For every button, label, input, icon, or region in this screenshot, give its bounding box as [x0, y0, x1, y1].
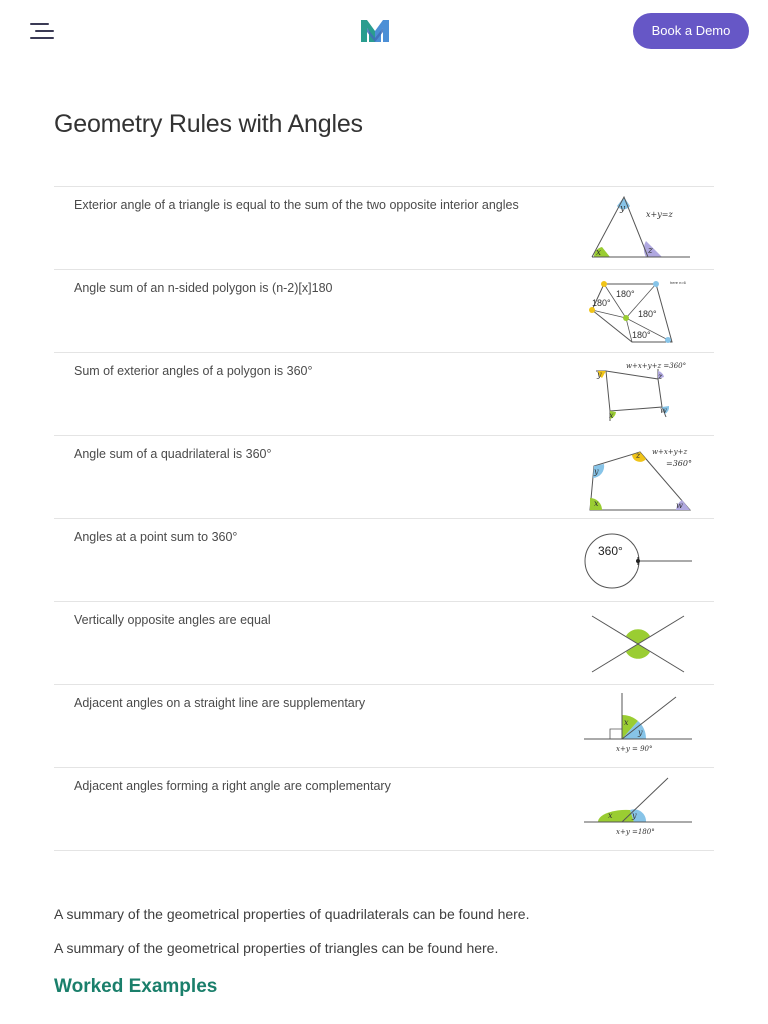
rule-text: Vertically opposite angles are equal: [74, 613, 271, 627]
table-row: [54, 187, 714, 270]
quadrilateral-angle-sum-diagram: [582, 438, 698, 516]
rule-text: Angles at a point sum to 360°: [74, 530, 238, 544]
angle-label: 360°: [598, 544, 623, 558]
table-row: [54, 602, 714, 685]
polygon-angle-sum-diagram: [582, 272, 698, 350]
hamburger-menu-icon[interactable]: [26, 16, 60, 48]
page-title: Geometry Rules with Angles: [54, 110, 363, 138]
site-header: [0, 0, 768, 62]
table-row: [54, 353, 714, 436]
angle-label-w: w: [676, 501, 683, 510]
angle-label-y: y: [638, 728, 643, 737]
figure-equation: x+y=z: [646, 210, 673, 219]
angle-label-x: x: [594, 499, 599, 508]
table-row: [54, 768, 714, 851]
figure-equation: w+x+y+z: [652, 448, 688, 456]
angle-label: 180°: [638, 309, 657, 319]
angle-label-y: y: [594, 467, 599, 476]
rule-text: Angle sum of a quadrilateral is 360°: [74, 447, 272, 461]
rule-text: Sum of exterior angles of a polygon is 360°: [74, 364, 313, 378]
angle-label-x: x: [608, 811, 613, 820]
table-row: [54, 436, 714, 519]
angle-label: 180°: [592, 298, 611, 308]
figure-equation: x+y =180°: [616, 828, 655, 836]
figure-note: here n=6: [670, 280, 686, 285]
rule-text: Angle sum of an n-sided polygon is (n-2)[x]180: [74, 281, 333, 295]
vertically-opposite-angles-diagram: [582, 604, 698, 682]
angle-label-w: w: [660, 406, 667, 415]
triangles-summary-link[interactable]: [54, 940, 498, 956]
exterior-angle-triangle-diagram: [582, 189, 698, 267]
table-row: [54, 270, 714, 353]
quadrilaterals-summary-text[interactable]: A summary of the geometrical properties of quadrilaterals can be found here.: [54, 906, 530, 922]
angle-label: 180°: [616, 289, 635, 299]
angle-label-z: z: [648, 246, 653, 256]
figure-equation: w+x+y+z =360°: [626, 362, 687, 370]
geometry-rules-table: [54, 186, 714, 851]
m-logo-icon[interactable]: [357, 18, 393, 44]
table-row: [54, 685, 714, 768]
table-row: [54, 519, 714, 602]
angle-label-z: z: [636, 451, 641, 460]
angle-label-y: y: [597, 370, 602, 379]
exterior-angles-polygon-diagram: [582, 355, 698, 433]
angle-label-z: z: [658, 372, 663, 381]
figure-equation: x+y = 90°: [616, 745, 653, 753]
angle-label-x: x: [624, 718, 629, 727]
quadrilaterals-summary-link[interactable]: [54, 906, 529, 922]
angles-at-point-diagram: [582, 521, 698, 599]
rule-text: Adjacent angles on a straight line are supplementary: [74, 696, 366, 710]
worked-examples-heading: Worked Examples: [54, 976, 218, 997]
adjacent-angles-right-angle-diagram: [582, 687, 698, 765]
rule-text: Adjacent angles forming a right angle are complementary: [74, 779, 391, 793]
angle-label: 180°: [632, 330, 651, 340]
angle-label-x: x: [596, 248, 602, 258]
rule-text: Exterior angle of a triangle is equal to the sum of the two opposite interior angles: [74, 198, 519, 212]
angle-label-y: y: [620, 204, 626, 214]
angle-label-y: y: [632, 811, 637, 820]
angle-label-x: x: [609, 411, 614, 420]
figure-equation: =360°: [666, 459, 692, 468]
triangles-summary-text[interactable]: A summary of the geometrical properties of triangles can be found here.: [54, 940, 499, 956]
book-demo-button[interactable]: Book a Demo: [633, 13, 749, 49]
adjacent-angles-straight-line-diagram: [582, 770, 698, 848]
